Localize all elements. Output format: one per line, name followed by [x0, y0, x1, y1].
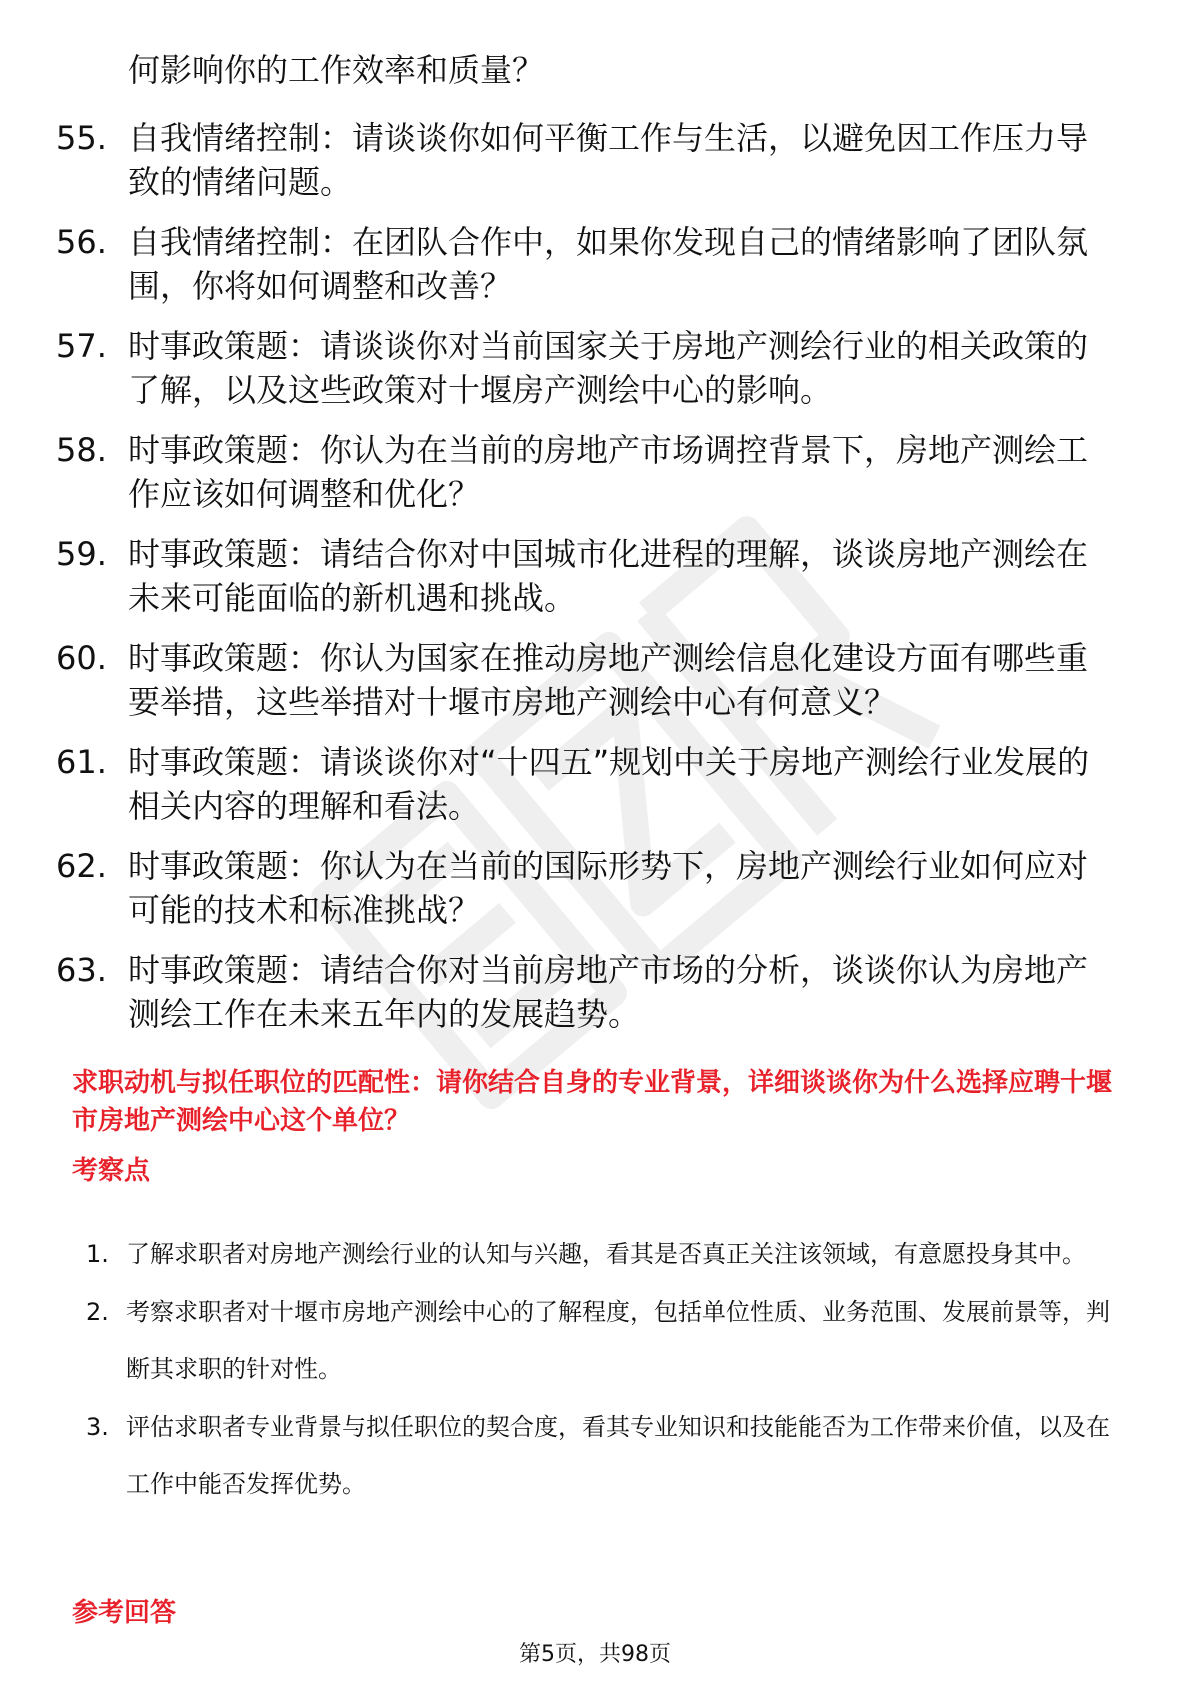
list-item	[86, 1399, 1126, 1513]
page-footer: 第5页，共98页	[519, 1642, 671, 1667]
question-number: 62.	[56, 847, 107, 885]
question-number: 60.	[56, 639, 107, 677]
assessment-point-list	[86, 1226, 1126, 1514]
question-list	[56, 116, 1116, 1052]
list-item	[86, 1284, 1126, 1398]
question-number: 63.	[56, 951, 107, 989]
kaochadian-heading: 考察点	[72, 1156, 151, 1186]
list-item	[56, 948, 1116, 1036]
list-item	[56, 324, 1116, 412]
question-text: 时事政策题：请结合你对中国城市化进程的理解，谈谈房地产测绘在未来可能面临的新机遇和挑战。	[128, 535, 1089, 617]
question-text: 时事政策题：请谈谈你对当前国家关于房地产测绘行业的相关政策的了解，以及这些政策对十堰房产测绘中心的影响。	[128, 327, 1089, 409]
list-item	[56, 116, 1116, 204]
point-number: 1.	[86, 1240, 109, 1268]
point-number: 3.	[86, 1413, 109, 1441]
reference-answer-heading: 参考回答	[72, 1598, 177, 1628]
list-item	[56, 428, 1116, 516]
question-text: 自我情绪控制：请谈谈你如何平衡工作与生活，以避免因工作压力导致的情绪问题。	[128, 119, 1089, 201]
question-text: 时事政策题：请结合你对当前房地产市场的分析，谈谈你认为房地产测绘工作在未来五年内的发展趋势。	[128, 951, 1089, 1033]
question-text: 自我情绪控制：在团队合作中，如果你发现自己的情绪影响了团队氛围，你将如何调整和改善？	[128, 223, 1089, 305]
section-heading: 求职动机与拟任职位的匹配性：请你结合自身的专业背景，详细谈谈你为什么选择应聘十堰市房地产测绘中心这个单位？	[72, 1068, 1113, 1136]
list-item	[56, 532, 1116, 620]
list-item	[86, 1226, 1126, 1283]
question-text: 时事政策题：你认为在当前的房地产市场调控背景下，房地产测绘工作应该如何调整和优化？	[128, 431, 1089, 513]
point-number: 2.	[86, 1298, 109, 1326]
list-item	[56, 220, 1116, 308]
point-text: 了解求职者对房地产测绘行业的认知与兴趣，看其是否真正关注该领域，有意愿投身其中。	[126, 1240, 1086, 1268]
question-text: 时事政策题：你认为在当前的国际形势下，房地产测绘行业如何应对可能的技术和标准挑战？	[128, 847, 1089, 929]
point-text: 评估求职者专业背景与拟任职位的契合度，看其专业知识和技能能否为工作带来价值，以及在工作中能否发挥优势。	[126, 1413, 1110, 1498]
question-number: 55.	[56, 119, 107, 157]
question-number: 57.	[56, 327, 107, 365]
list-item	[56, 844, 1116, 932]
question-number: 56.	[56, 223, 107, 261]
question-number: 59.	[56, 535, 107, 573]
question-continuation: 何影响你的工作效率和质量？	[128, 51, 545, 89]
point-text: 考察求职者对十堰市房地产测绘中心的了解程度，包括单位性质、业务范围、发展前景等，判断其求职的针对性。	[126, 1298, 1110, 1383]
question-number: 61.	[56, 743, 107, 781]
list-item	[56, 636, 1116, 724]
question-text: 时事政策题：你认为国家在推动房地产测绘信息化建设方面有哪些重要举措，这些举措对十堰市房地产测绘中心有何意义？	[128, 639, 1089, 721]
question-text: 时事政策题：请谈谈你对“十四五”规划中关于房地产测绘行业发展的相关内容的理解和看法。	[128, 743, 1090, 825]
question-number: 58.	[56, 431, 107, 469]
list-item	[56, 740, 1116, 828]
